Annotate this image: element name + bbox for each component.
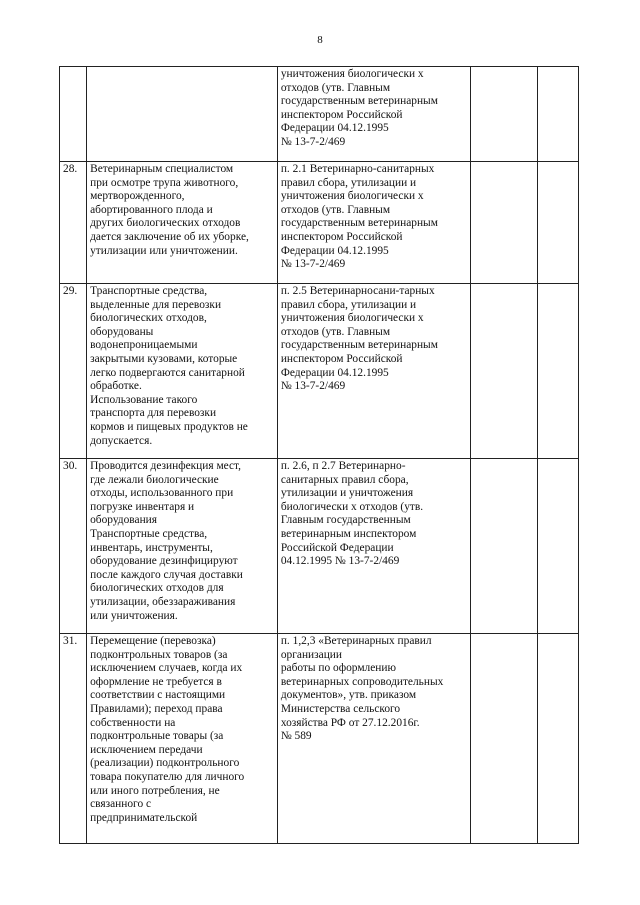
reference-line: Федерации 04.12.1995 [280, 122, 389, 135]
requirement-line: абортированного плода и [90, 203, 213, 216]
requirement-line: обработке. [90, 380, 142, 393]
reference-line: № 589 [280, 730, 312, 743]
empty-cell [537, 162, 578, 284]
row-number: 29. [60, 284, 87, 459]
reference-line: ветеринарным инспектором [280, 527, 417, 540]
row-number: 31. [60, 634, 87, 844]
requirement-line: Правилами); переход права [90, 702, 223, 715]
reference-line: государственным ветеринарным [280, 339, 438, 352]
requirement-line: закрытыми кузовами, которые [90, 352, 238, 365]
requirement-line: оборудования [90, 514, 158, 527]
empty-cell [470, 284, 537, 459]
reference-line: биологически х отходов (утв. [280, 500, 424, 513]
reference-line: Российской Федерации [280, 541, 394, 554]
requirement-line: выделенные для перевозки [90, 298, 222, 311]
requirement-line: утилизации или уничтожении. [90, 244, 238, 257]
requirement-line: при осмотре трупа животного, [90, 176, 239, 189]
reference-line: государственным ветеринарным [280, 95, 438, 108]
requirement-line: Использование такого [90, 393, 198, 406]
empty-cell [537, 634, 578, 844]
legal-reference-cell [277, 284, 470, 459]
requirement-line: собственности на [90, 716, 176, 729]
reference-line: отходов (утв. Главным [280, 325, 391, 338]
requirement-line: транспорта для перевозки [90, 407, 217, 420]
empty-cell [470, 459, 537, 634]
requirement-line: или иного потребления, не [90, 784, 220, 797]
requirement-cell [87, 459, 278, 634]
page-number: 8 [317, 34, 323, 46]
requirement-line: инвентарь, инструменты, [90, 541, 213, 554]
reference-line: уничтожения биологически х [280, 312, 424, 325]
reference-line: п. 2.5 Ветеринарносани-тарных [280, 285, 435, 297]
requirement-line: мертворожденного, [90, 190, 185, 203]
reference-line: государственным ветеринарным [280, 217, 438, 230]
empty-cell [537, 284, 578, 459]
legal-reference-cell [277, 459, 470, 634]
requirement-line: Транспортные средства, [90, 527, 208, 540]
reference-line: Федерации 04.12.1995 [280, 244, 389, 257]
legal-reference-cell [277, 634, 470, 844]
empty-cell [537, 459, 578, 634]
requirement-line: биологических отходов, [90, 312, 207, 325]
requirement-line: связанного с [90, 798, 152, 811]
table-row [60, 459, 579, 634]
reference-line: отходов (утв. Главным [280, 203, 391, 216]
requirement-cell [87, 634, 278, 844]
reference-line: № 13-7-2/469 [280, 258, 346, 271]
requirement-line: исключением случаев, когда их [90, 662, 243, 675]
requirement-cell [87, 67, 278, 162]
requirement-line: предпринимательской [90, 811, 198, 824]
table-row [60, 634, 579, 844]
reference-line: п. 2.1 Ветеринарно-санитарных [280, 163, 435, 175]
requirement-line: оформление не требуется в [90, 675, 222, 688]
row-number: 30. [60, 459, 87, 634]
requirement-line: Ветеринарным специалистом [90, 163, 234, 175]
requirement-line: утилизации, обеззараживания [90, 595, 236, 608]
reference-line: уничтожения биологически х [280, 190, 424, 203]
requirement-line: после каждого случая доставки [90, 568, 243, 581]
row-number [60, 67, 87, 162]
table-row [60, 67, 579, 162]
requirement-line: Перемещение (перевозка) [90, 635, 216, 647]
requirement-line: водонепроницаемыми [90, 339, 198, 352]
reference-line: хозяйства РФ от 27.12.2016г. [280, 716, 420, 729]
requirement-line: допускается. [90, 434, 153, 447]
legal-reference-cell [277, 67, 470, 162]
requirement-line: кормов и пищевых продуктов не [90, 420, 248, 433]
row-number: 28. [60, 162, 87, 284]
requirement-line: других биологических отходов [90, 217, 241, 230]
reference-line: инспектором Российской [280, 230, 403, 243]
reference-line: организации [280, 648, 342, 661]
inspection-table [59, 66, 579, 844]
requirement-cell [87, 162, 278, 284]
requirement-line: соответствии с настоящими [90, 689, 226, 702]
requirement-line: исключением передачи [90, 743, 203, 756]
requirement-line: или уничтожения. [90, 609, 178, 622]
requirement-line: товара покупателю для личного [90, 770, 245, 783]
reference-line: Главным государственным [280, 514, 411, 527]
requirement-line: (реализации) подконтрольного [90, 757, 240, 770]
reference-line: Министерства сельского [280, 702, 401, 715]
requirement-line: подконтрольных товаров (за [90, 648, 228, 661]
requirement-line: легко подвергаются санитарной [90, 366, 245, 379]
table-row [60, 162, 579, 284]
reference-line: № 13-7-2/469 [280, 135, 346, 148]
empty-cell [470, 162, 537, 284]
legal-reference-cell [277, 162, 470, 284]
requirement-line: Транспортные средства, [90, 285, 208, 297]
reference-line: инспектором Российской [280, 352, 403, 365]
requirement-line: подконтрольные товары (за [90, 730, 224, 743]
reference-line: отходов (утв. Главным [280, 81, 391, 94]
table-row [60, 284, 579, 459]
reference-line: санитарных правил сбора, [280, 473, 409, 486]
empty-cell [470, 67, 537, 162]
empty-cell [537, 67, 578, 162]
reference-line: 04.12.1995 № 13-7-2/469 [280, 555, 400, 568]
reference-line: № 13-7-2/469 [280, 380, 346, 393]
reference-line: уничтожения биологически х [280, 68, 424, 80]
empty-cell [470, 634, 537, 844]
requirement-line: дается заключение об их уборке, [90, 230, 249, 243]
requirement-line: отходы, использованного при [90, 487, 234, 500]
requirement-line: биологических отходов для [90, 582, 224, 595]
reference-line: правил сбора, утилизации и [280, 176, 417, 189]
reference-line: документов», утв. приказом [280, 689, 417, 702]
reference-line: правил сбора, утилизации и [280, 298, 417, 311]
requirement-line: Проводится дезинфекция мест, [90, 460, 242, 472]
reference-line: ветеринарных сопроводительных [280, 675, 444, 688]
requirement-cell [87, 284, 278, 459]
requirement-line: где лежали биологические [90, 473, 219, 486]
reference-line: Федерации 04.12.1995 [280, 366, 389, 379]
reference-line: п. 1,2,3 «Ветеринарных правил [280, 635, 432, 647]
reference-line: п. 2.6, п 2.7 Ветеринарно- [280, 460, 406, 472]
requirement-line: погрузке инвентаря и [90, 500, 195, 513]
requirement-line: оборудованы [90, 325, 154, 338]
reference-line: работы по оформлению [280, 662, 396, 675]
requirement-line: оборудование дезинфицируют [90, 555, 238, 568]
reference-line: утилизации и уничтожения [280, 487, 414, 500]
reference-line: инспектором Российской [280, 108, 403, 121]
